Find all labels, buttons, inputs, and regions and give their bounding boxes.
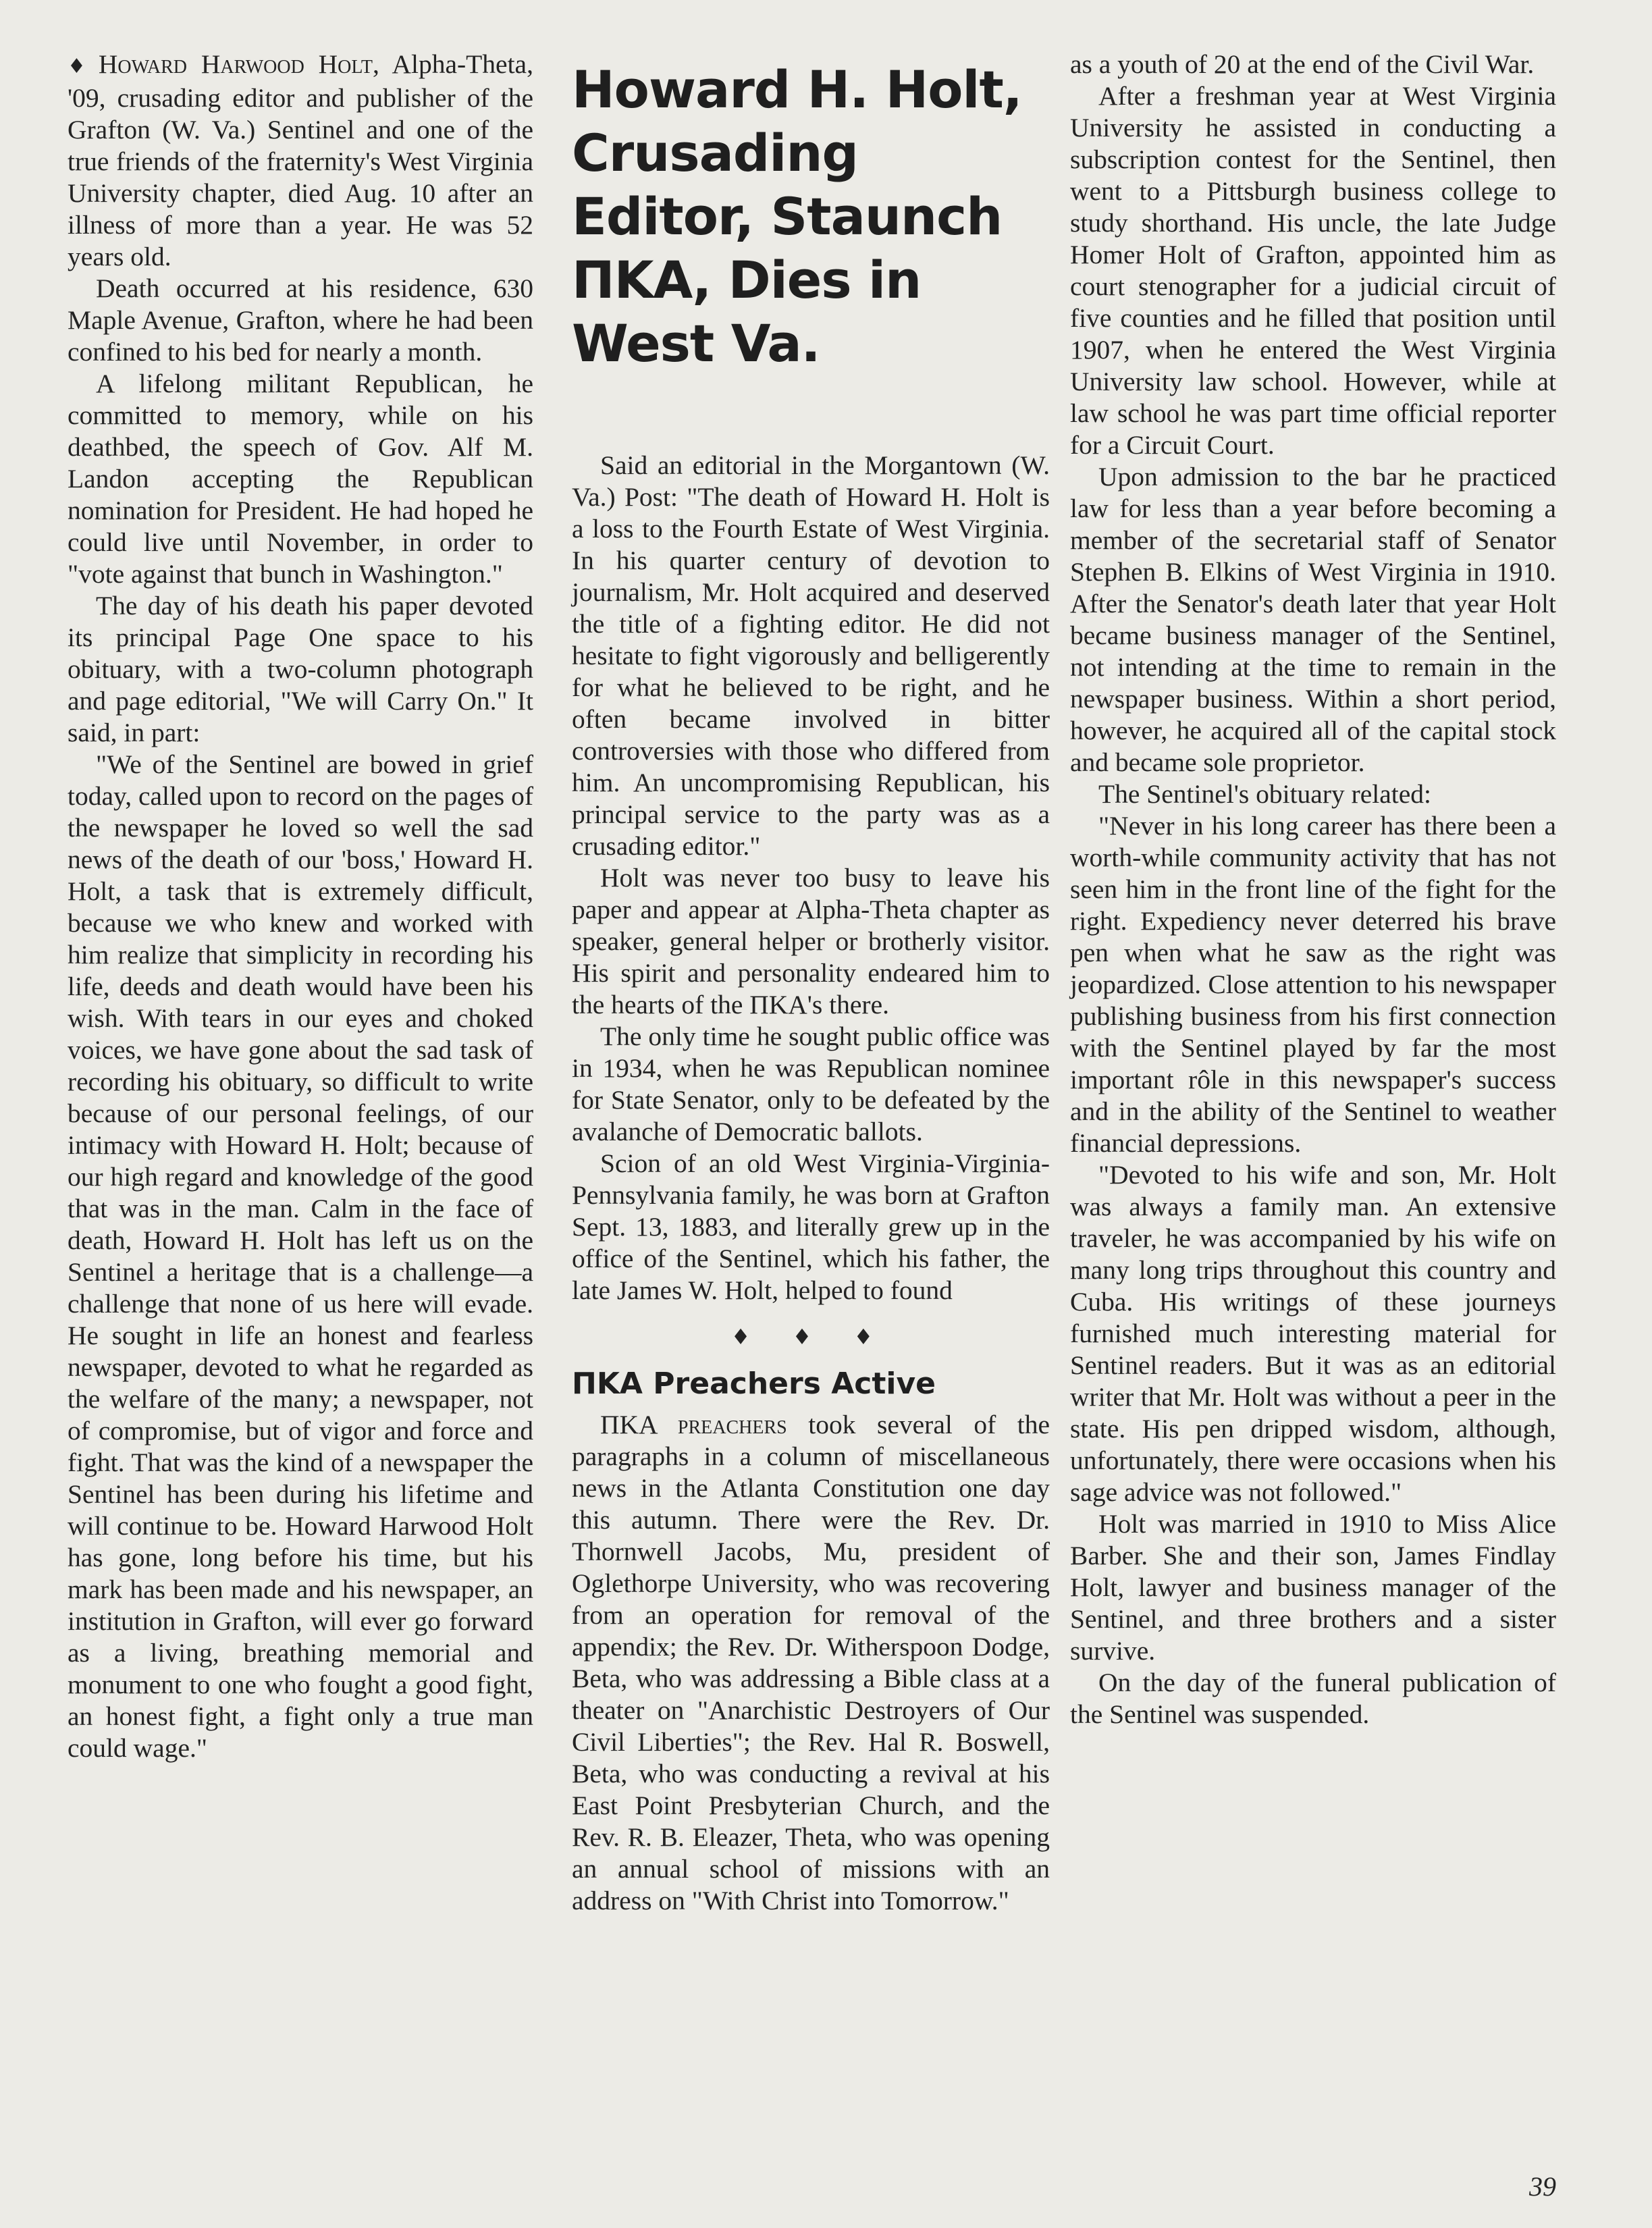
column-middle-body <box>572 450 1050 1917</box>
body-paragraph: The Sentinel's obituary related: <box>1098 779 1432 809</box>
body-paragraph: Holt was married in 1910 to Miss Alice Barber. She and their son, James Findlay Holt, lawyer and business manager of the Sentinel, and three brothers and a sister survive. <box>1070 1509 1556 1666</box>
lead-diamond-icon: ♦ <box>68 55 93 78</box>
lead-text: Alpha-Theta, '09, crusading editor and publisher of the Grafton (W. Va.) Sentinel and one of the true friends of the fraternity's West Virginia University chapter, died Aug. 10 after an illness of more than a year. He was 52 years old. <box>68 49 533 271</box>
lead-paragraph <box>68 49 533 273</box>
body-paragraph: The only time he sought public office was in 1934, when he was Republican nominee for State Senator, only to be defeated by the avalanche of Democratic ballots. <box>572 1022 1050 1146</box>
body-paragraph: Death occurred at his residence, 630 Maple Avenue, Grafton, where he had been confined to his bed for nearly a month. <box>68 273 533 367</box>
lead-smallcaps: ΠΚΑ preachers <box>600 1410 787 1439</box>
page-number: 39 <box>1529 2171 1556 2202</box>
body-paragraph: Scion of an old West Virginia-Virginia-Pennsylvania family, he was born at Grafton Sept. 13, 1883, and literally grew up in the office of the Sentinel, which his father, the late James W. Holt, helped to found <box>572 1148 1050 1305</box>
body-paragraph: On the day of the funeral publication of the Sentinel was suspended. <box>1070 1668 1556 1729</box>
body-paragraph: Upon admission to the bar he practiced law for less than a year before becoming a member of the secretarial staff of Senator Stephen B. Elkins of West Virginia in 1910. After the Senator's death later that year Holt became business manager of the Sentinel, not intending at the time to remain in the newspaper business. Within a short period, however, he acquired all of the capital stock and became sole proprietor. <box>1070 462 1556 777</box>
body-paragraph: The day of his death his paper devoted its principal Page One space to his obituary, with a two-column photograph and page editorial, "We will Carry On." It said, in part: <box>68 591 533 747</box>
body-paragraph: Holt was never too busy to leave his paper and appear at Alpha-Theta chapter as speaker, general helper or brotherly visitor. His spirit and personality endeared him to the hearts of the ΠΚΑ's there. <box>572 863 1050 1019</box>
body-paragraph: "We of the Sentinel are bowed in grief today, called upon to record on the pages of the newspaper he loved so well the sad news of the death of our 'boss,' Howard H. Holt, a task that is extremely difficult, because we who knew and worked with him realize that simplicity in recording his life, deeds and death would have been his wish. With tears in our eyes and choked voices, we have gone about the sad task of recording his obituary, so difficult to write because of our personal feelings, of our intimacy with Howard H. Holt; because of our high regard and knowledge of the good that was in the man. Calm in the face of death, Howard H. Holt has left us on the Sentinel a heritage that is a challenge—a challenge that none of us here will evade. He sought in life an honest and fearless newspaper, devoted to what he regarded as the welfare of the many; a newspaper, not of compromise, but of vigor and force and fight. That was the kind of a newspaper the Sentinel has been during his lifetime and will continue to be. Howard Harwood Holt has gone, long before his time, but his mark has been made and his newspaper, an institution in Grafton, will ever go forward as a living, breathing memorial and monument to one who fought a good fight, an honest fight, a fight only a true man could wage." <box>68 749 533 1763</box>
section-divider: ♦ ♦ ♦ <box>730 1324 891 1350</box>
body-paragraph: as a youth of 20 at the end of the Civil War. <box>1070 49 1535 79</box>
column-right <box>1070 49 1556 1730</box>
body-paragraph: After a freshman year at West Virginia University he assisted in conducting a subscription contest for the Sentinel, then went to a Pittsburgh business college to study shorthand. His uncle, the late Judge Homer Holt of Grafton, appointed him as court stenographer for a judicial circuit of five counties and he filled that position until 1907, when he entered the West Virginia University law school. However, while at law school he was part time official reporter for a Circuit Court. <box>1070 81 1556 460</box>
article-headline: Howard H. Holt, Crusading Editor, Staunch ΠΚΑ, Dies in West Va. <box>572 59 1022 373</box>
body-paragraph: "Never in his long career has there been a worth-while community activity that has not seen him in the front line of the fight for the right. Expediency never deterred his brave pen when what he saw as the right was jeopardized. Close attention to his newspaper publishing business from his first connection with the Sentinel played by far the most important rôle in this newspaper's success and in the ability of the Sentinel to weather financial depressions. <box>1070 811 1556 1158</box>
lead-smallcaps: Howard Harwood Holt, <box>98 49 379 79</box>
column-middle <box>572 49 1050 1917</box>
lead-paragraph <box>572 1409 1050 1917</box>
body-paragraph: A lifelong militant Republican, he committed to memory, while on his deathbed, the speech of Gov. Alf M. Landon accepting the Republican nomination for President. He had hoped he could live until November, in order to "vote against that bunch in Washington." <box>68 369 533 589</box>
section-subhead: ΠΚΑ Preachers Active <box>572 1367 936 1401</box>
body-paragraph: Said an editorial in the Morgantown (W. Va.) Post: "The death of Howard H. Holt is a loss to the Fourth Estate of West Virginia. In his quarter century of devotion to journalism, Mr. Holt acquired and deserved the title of a fighting editor. He did not hesitate to fight vigorously and belligerently for what he believed to be right, and he often became involved in bitter controversies with those who differed from him. An uncompromising Republican, his principal service to the party was as a crusading editor." <box>572 450 1050 861</box>
body-paragraph: "Devoted to his wife and son, Mr. Holt was always a family man. An extensive traveler, he was accompanied by his wife on many long trips throughout this country and Cuba. His writings of these journeys furnished much interesting material for Sentinel readers. But it was as an editorial writer that Mr. Holt was without a peer in the state. His pen dripped wisdom, although, unfortunately, there were occasions when his sage advice was not followed." <box>1070 1160 1556 1507</box>
column-left <box>68 49 533 1764</box>
lead-text: took several of the paragraphs in a column of miscellaneous news in the Atlanta Constitution one day this autumn. There were the Rev. Dr. Thornwell Jacobs, Mu, president of Oglethorpe University, who was recovering from an operation for removal of the appendix; the Rev. Dr. Witherspoon Dodge, Beta, who was addressing a Bible class at a theater on "Anarchistic Destroyers of Our Civil Liberties"; the Rev. Hal R. Boswell, Beta, who was conducting a revival at his East Point Presbyterian Church, and the Rev. R. B. Eleazer, Theta, who was opening an annual school of missions with an address on "With Christ into Tomorrow." <box>572 1410 1050 1915</box>
